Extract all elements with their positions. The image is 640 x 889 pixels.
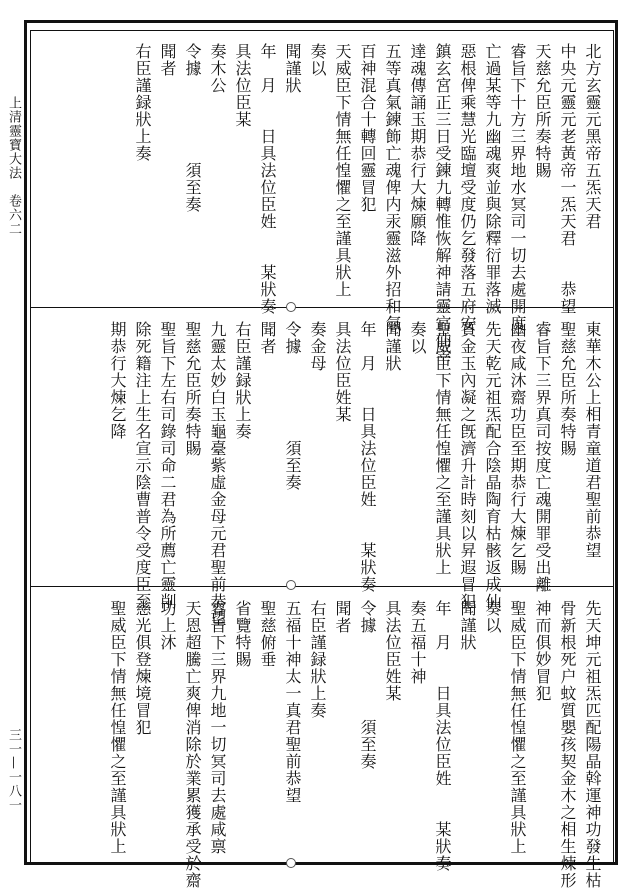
text-column: 聞謹狀: [283, 43, 302, 94]
column-group: [105, 600, 605, 889]
column-group: [105, 321, 605, 627]
text-column: 具法位臣某: [233, 43, 252, 128]
text-column: 聖威臣下情無任惶懼之至謹具狀上: [433, 321, 452, 576]
side-book-title: 上清靈寶大法 卷六二: [6, 96, 21, 236]
side-page-number: 三一—一八一: [6, 728, 21, 812]
text-column: 令據 須至奏: [283, 321, 302, 491]
text-column: 五福十神太一真君聖前恭望: [283, 600, 302, 804]
binding-mark: [286, 580, 296, 590]
text-column: 鎮玄宮正三日受鍊九轉惟恢解神請靈官仙宰: [433, 43, 452, 366]
text-column: 省覽特賜: [233, 600, 252, 668]
text-column: 具法位臣姓某: [333, 321, 352, 423]
text-column: 北方玄靈元黑帝五炁天君: [583, 43, 602, 230]
text-column: 年 月 日具法位臣姓 某狀奏: [358, 321, 377, 593]
text-column: 聖威臣下情無任惶懼之至謹具狀上: [108, 600, 127, 855]
text-column: 右臣謹録狀上奏: [133, 43, 152, 162]
text-panel-bottom: [31, 588, 613, 889]
text-column: 幽夜咸沐齋功臣至期恭行大煉乞賜: [508, 321, 527, 576]
text-column: 聖慈俯垂: [258, 600, 277, 668]
text-column: 惡根俾乘慧光臨壇受度仍乞發落五府安: [458, 43, 477, 332]
text-column: 奏木公: [208, 43, 227, 94]
text-column: 九靈太妙白玉龜臺紫虛金母元君聖前恭望: [208, 321, 227, 627]
binding-mark: [286, 302, 296, 312]
text-column: 睿旨下十方三界地水冥司一切去處開度: [508, 43, 527, 332]
text-column: 年 月 日具法位臣姓 某狀奏: [433, 600, 452, 872]
text-column: 聞謹狀: [458, 600, 477, 651]
text-column: 右臣謹録狀上奏: [308, 600, 327, 719]
text-column: 聞者: [333, 600, 352, 634]
text-column: 聞者: [258, 321, 277, 355]
text-column: 聖慈允臣所奏特賜: [183, 321, 202, 457]
text-column: 奏以: [308, 43, 327, 77]
text-column: 具法位臣姓某: [383, 600, 402, 702]
text-column: 中央元靈元老黃帝一炁天君 恭望: [558, 43, 577, 315]
text-column: 除死籍注上生名宣示陰曹普令受度臣至: [133, 321, 152, 610]
text-column: 令據 須至奏: [358, 600, 377, 770]
text-column: 睿旨下三界真司按度亡魂開罪受出離: [533, 321, 552, 593]
text-column: 先天坤元祖炁匹配陽晶斡運神功發生枯: [583, 600, 602, 889]
text-column: 聞者: [158, 43, 177, 77]
text-column: 睿旨下三界九地一切冥司去處咸禀: [208, 600, 227, 855]
text-column: 亡過某等九幽魂爽並與除釋衍罪落滅: [483, 43, 502, 315]
text-column: 達魂傳誦玉期恭行大煉願降: [408, 43, 427, 247]
text-column: 期恭行大煉乞降: [108, 321, 127, 440]
text-column: 五等真氣鍊飾亡魂俾内汞靈滋外招和氣: [383, 43, 402, 332]
text-column: 先天乾元祖炁配合陰晶陶育枯骸返成仙: [483, 321, 502, 610]
text-column: 天慈允臣所奏特賜: [533, 43, 552, 179]
text-column: 東華木公上相青童道君聖前恭望: [583, 321, 602, 559]
text-column: 奏五福十神: [408, 600, 427, 685]
text-column: 聞謹狀: [383, 321, 402, 372]
text-column: 神而俱妙冒犯: [533, 600, 552, 702]
text-column: 質金玉內凝之旣濟升計時刻以昇遐冒犯: [458, 321, 477, 610]
text-column: 天恩超騰亡爽俾消除於業累獲承受於齋: [183, 600, 202, 889]
binding-mark: [286, 858, 296, 868]
text-column: 令據 須至奏: [183, 43, 202, 213]
text-column: 聖旨下左右司錄司命二君為所薦亡靈削: [158, 321, 177, 610]
text-column: 聖威臣下情無任惶懼之至謹具狀上: [508, 600, 527, 855]
text-column: 聖慈允臣所奏特賜: [558, 321, 577, 457]
text-column: 奏金母: [308, 321, 327, 372]
text-column: 天威臣下情無任惶懼之至謹具狀上: [333, 43, 352, 298]
text-column: 百神混合十轉回靈冒犯: [358, 43, 377, 213]
text-column: 右臣謹録狀上奏: [233, 321, 252, 440]
text-column: 功上沐: [158, 600, 177, 651]
text-column: 慈光俱登煉境冒犯: [133, 600, 152, 736]
text-column: 奏以: [483, 600, 502, 634]
text-column: 骨新根死户蚊質嬰孩契金木之相生煉形: [558, 600, 577, 889]
text-column: 年 月 日具法位臣姓 某狀奏: [258, 43, 277, 315]
text-column: 奏以: [408, 321, 427, 355]
